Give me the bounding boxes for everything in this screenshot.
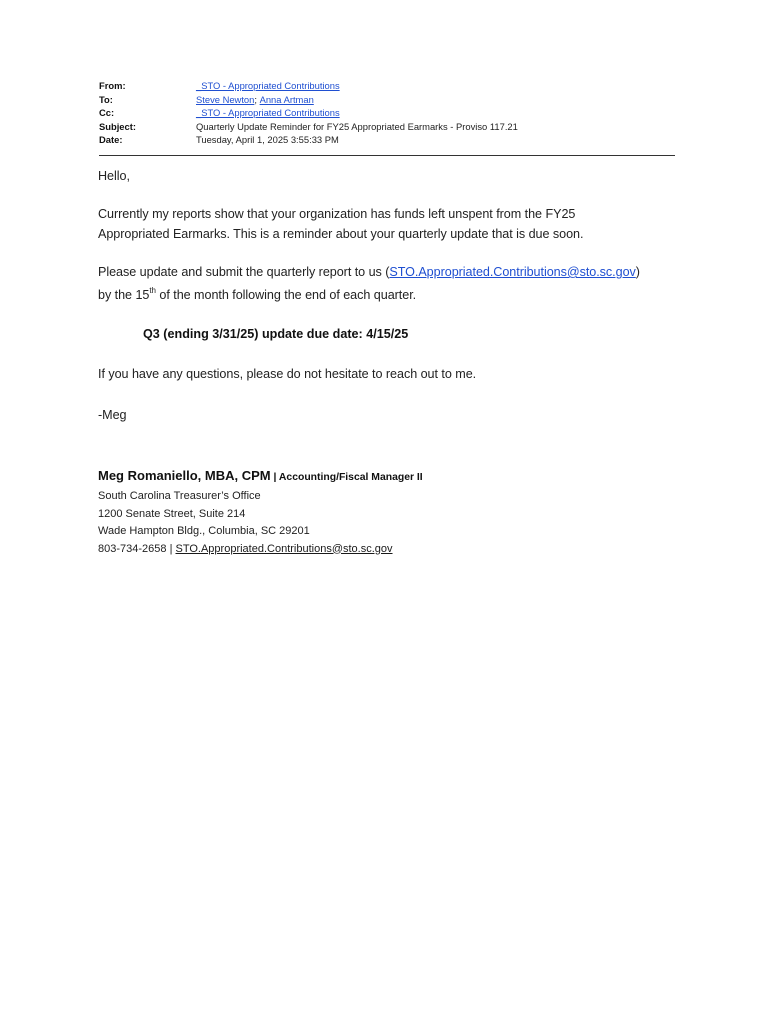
paragraph-unspent-funds xyxy=(98,204,583,244)
signoff: -Meg xyxy=(98,408,127,422)
greeting: Hello, xyxy=(98,169,130,183)
to-recipients xyxy=(196,93,314,107)
signature-name: Meg Romaniello, MBA, CPM xyxy=(98,468,271,483)
paragraph-submit-report xyxy=(98,262,640,305)
date-label: Date: xyxy=(99,134,123,146)
date-row xyxy=(99,133,675,147)
cc-label: Cc: xyxy=(99,107,115,119)
paragraph-line xyxy=(98,262,640,282)
from-row xyxy=(99,79,675,93)
due-date-line: Q3 (ending 3/31/25) update due date: 4/15/25 xyxy=(143,327,409,341)
signature-email-link[interactable]: STO.Appropriated.Contributions@sto.sc.gov xyxy=(175,542,393,555)
subject-label: Subject: xyxy=(99,120,136,132)
email-signature xyxy=(98,466,598,558)
from-link[interactable]: _STO - Appropriated Contributions xyxy=(196,80,340,91)
ordinal-suffix: th xyxy=(149,285,156,295)
signature-office: South Carolina Treasurer’s Office xyxy=(98,490,261,502)
cc-link[interactable]: _STO - Appropriated Contributions xyxy=(196,107,340,119)
signature-title: Accounting/Fiscal Manager II xyxy=(278,472,423,483)
text-segment: by the 15 xyxy=(98,288,150,302)
recipient-separator: ; xyxy=(254,93,257,105)
subject-value: Quarterly Update Reminder for FY25 Appropriated Earmarks - Proviso 117.21 xyxy=(196,120,518,132)
to-row xyxy=(99,93,675,107)
to-recipient-link[interactable]: Anna Artman xyxy=(259,93,314,105)
paragraph-line: Appropriated Earmarks. This is a reminder about your quarterly update that is due soon. xyxy=(98,227,584,241)
signature-phone: 803-734-2658 xyxy=(98,542,167,555)
signature-address-line1: 1200 Senate Street, Suite 214 xyxy=(98,507,246,520)
date-value: Tuesday, April 1, 2025 3:55:33 PM xyxy=(196,134,339,146)
paragraph-questions: If you have any questions, please do not hesitate to reach out to me. xyxy=(98,367,477,381)
to-recipient-link[interactable]: Steve Newton xyxy=(196,93,255,105)
text-segment: Please update and submit the quarterly report to us ( xyxy=(98,265,390,279)
text-segment: ) xyxy=(635,265,640,279)
signature-address-line2: Wade Hampton Bldg., Columbia, SC 29201 xyxy=(98,525,310,537)
email-header xyxy=(99,79,675,147)
from-label: From: xyxy=(99,80,126,91)
cc-row xyxy=(99,106,675,120)
to-label: To: xyxy=(99,93,113,105)
email-link[interactable]: STO.Appropriated.Contributions@sto.sc.gov xyxy=(389,265,636,279)
signature-name-line xyxy=(98,466,598,488)
paragraph-line xyxy=(98,285,640,305)
signature-contact-line xyxy=(98,541,598,559)
title-separator: | xyxy=(270,472,279,483)
paragraph-line: Currently my reports show that your organization has funds left unspent from the FY25 xyxy=(98,207,576,221)
contact-separator: | xyxy=(166,542,176,555)
header-divider xyxy=(99,155,675,156)
text-segment: of the month following the end of each quarter. xyxy=(155,288,417,302)
subject-row xyxy=(99,120,675,134)
